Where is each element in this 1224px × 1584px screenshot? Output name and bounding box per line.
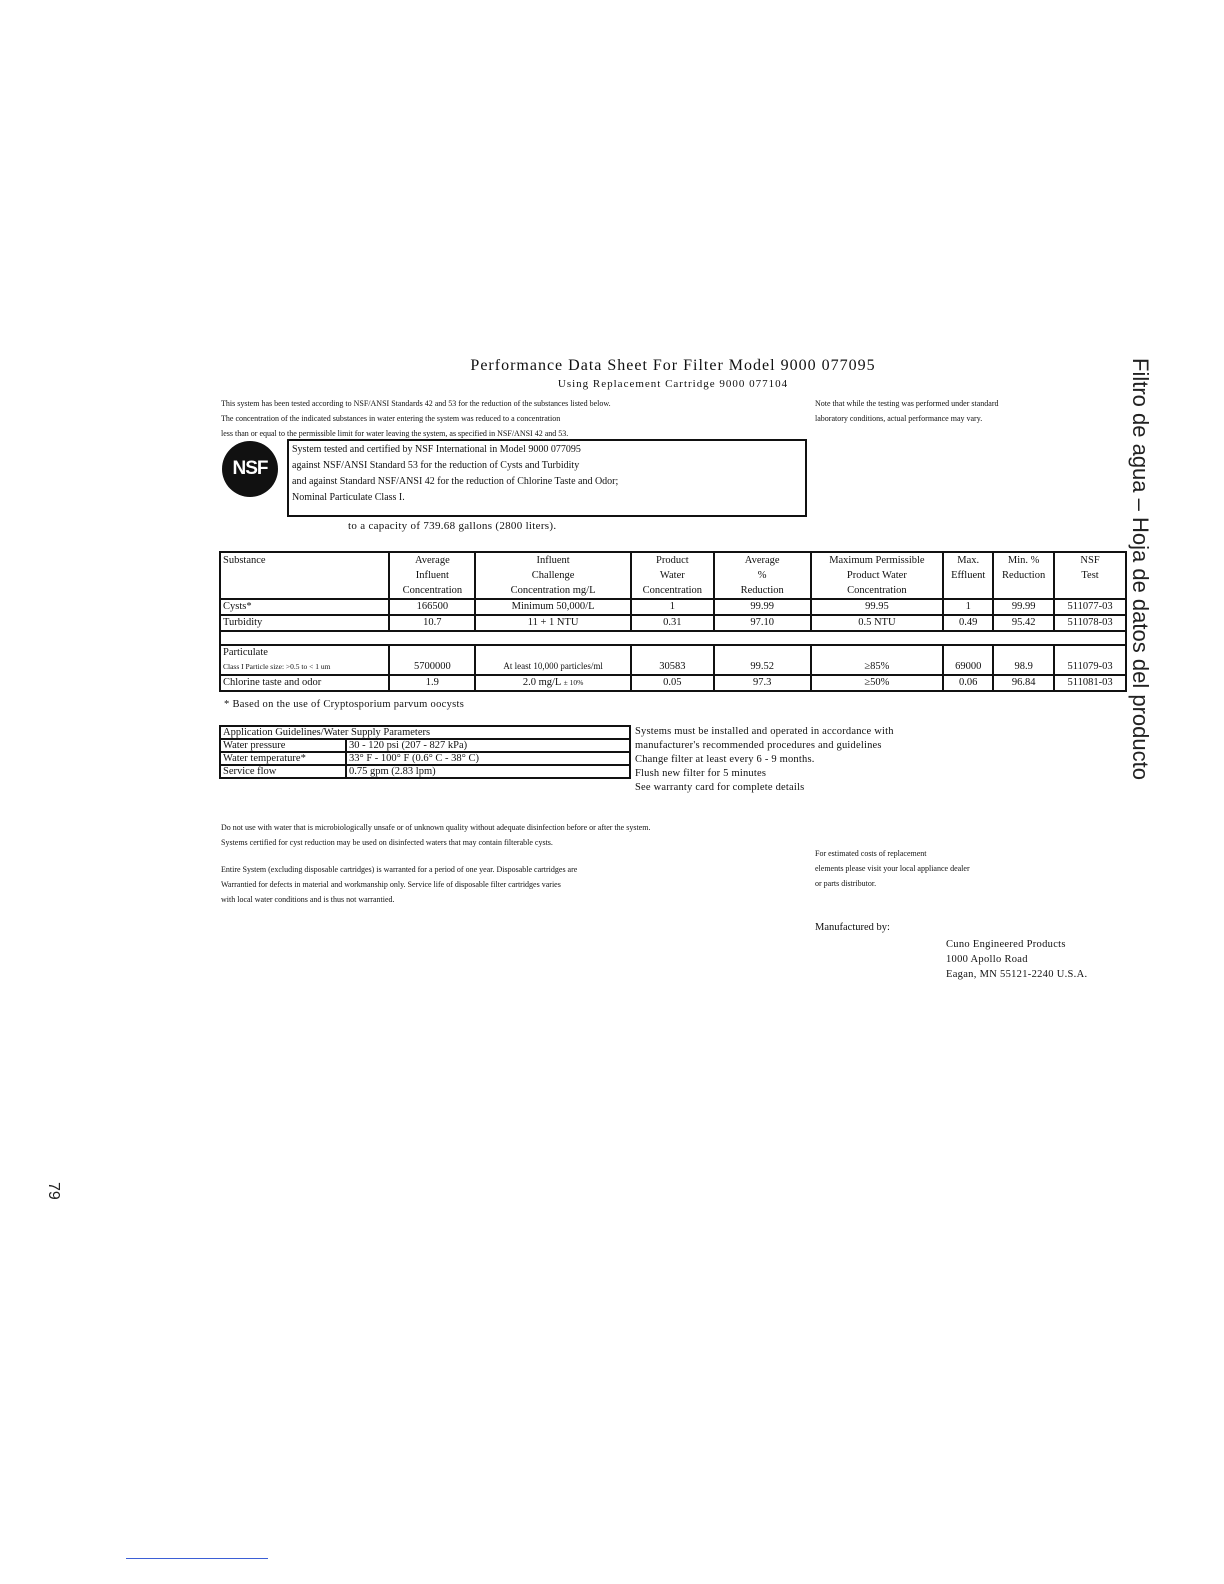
particulate-challenge: At least 10,000 particles/ml xyxy=(503,661,603,671)
cell-avg-reduction: 99.52 xyxy=(714,645,811,675)
footnote: * Based on the use of Cryptosporium parvum oocysts xyxy=(224,699,465,710)
cell-product: 1 xyxy=(631,599,714,615)
cell-avg-influent: 1.9 xyxy=(389,675,475,691)
warning-text xyxy=(221,820,801,850)
application-note: See warranty card for complete details xyxy=(635,782,805,793)
header-max-effluent: Max. Effluent xyxy=(943,552,993,599)
manufacturer-address xyxy=(946,937,1087,982)
cell-avg-reduction: 97.3 xyxy=(714,675,811,691)
table-row xyxy=(220,765,630,778)
particulate-label: Particulate xyxy=(223,647,268,658)
cell-max-permissible: 99.95 xyxy=(811,599,944,615)
nsf-logo: NSF xyxy=(222,441,278,497)
bottom-rule xyxy=(126,1558,268,1559)
application-label: Service flow xyxy=(220,765,346,778)
particulate-size-note: Class I Particle size: >0.5 to < 1 um xyxy=(223,662,331,671)
application-label: Water temperature* xyxy=(220,752,346,765)
intro-line: less than or equal to the permissible limit for water leaving the system, as specified in NSF/ANSI 42 and 53. xyxy=(221,429,569,438)
replacement-costs-text xyxy=(815,846,1065,891)
capacity-text: to a capacity of 739.68 gallons (2800 liters). xyxy=(348,520,557,532)
cell-min-reduction: 95.42 xyxy=(993,615,1054,631)
cell-nsf-test: 511078-03 xyxy=(1054,615,1126,631)
header-product: Product Water Concentration xyxy=(631,552,714,599)
address-line: 1000 Apollo Road xyxy=(946,954,1028,965)
address-line: Cuno Engineered Products xyxy=(946,939,1066,950)
certification-box xyxy=(287,439,807,517)
application-notes xyxy=(635,725,894,795)
chlorine-tolerance: ± 10% xyxy=(563,678,584,687)
cell-substance: Turbidity xyxy=(220,615,389,631)
warning-line: Systems certified for cyst reduction may be used on disinfected waters that may contain filterable cysts. xyxy=(221,838,553,847)
cell-min-reduction: 99.99 xyxy=(993,599,1054,615)
table-row xyxy=(220,752,630,765)
cell-max-permissible: ≥50% xyxy=(811,675,944,691)
table-row xyxy=(220,675,1126,691)
cell-min-reduction: 96.84 xyxy=(993,675,1054,691)
table-row xyxy=(220,645,1126,675)
header-avg-reduction: Average % Reduction xyxy=(714,552,811,599)
cell-avg-influent: 166500 xyxy=(389,599,475,615)
cell-challenge xyxy=(475,645,631,675)
intro-note-line: Note that while the testing was performed under standard xyxy=(815,399,999,408)
cell-max-permissible: 0.5 NTU xyxy=(811,615,944,631)
warranty-line: Entire System (excluding disposable cartridges) is warranted for a period of one year. Disposable cartridges are xyxy=(221,865,578,874)
spacer-cell xyxy=(220,631,1126,645)
application-note: Change filter at least every 6 - 9 months. xyxy=(635,754,815,765)
cell-nsf-test: 511077-03 xyxy=(1054,599,1126,615)
chlorine-challenge: 2.0 mg/L xyxy=(522,677,561,688)
cert-line: System tested and certified by NSF International in Model 9000 077095 xyxy=(292,444,581,455)
cell-challenge: Minimum 50,000/L xyxy=(475,599,631,615)
intro-note xyxy=(815,396,1115,426)
intro-line: This system has been tested according to NSF/ANSI Standards 42 and 53 for the reduction of the substances listed below. xyxy=(221,399,611,408)
application-label: Water pressure xyxy=(220,739,346,752)
cell-challenge xyxy=(475,675,631,691)
table-row xyxy=(220,599,1126,615)
address-line: Eagan, MN 55121-2240 U.S.A. xyxy=(946,969,1088,980)
cell-max-effluent: 69000 xyxy=(943,645,993,675)
application-value: 0.75 gpm (2.83 lpm) xyxy=(346,765,630,778)
cell-max-effluent: 0.06 xyxy=(943,675,993,691)
cell-substance: Cysts* xyxy=(220,599,389,615)
table-spacer-row xyxy=(220,631,1126,645)
costs-line: For estimated costs of replacement xyxy=(815,849,927,858)
cert-line: Nominal Particulate Class I. xyxy=(292,492,405,503)
header-avg-influent: Average Influent Concentration xyxy=(389,552,475,599)
table-row xyxy=(220,615,1126,631)
page-title: Performance Data Sheet For Filter Model 9000 077095 xyxy=(470,357,876,374)
warranty-text xyxy=(221,862,721,907)
cell-avg-reduction: 97.10 xyxy=(714,615,811,631)
warning-line: Do not use with water that is microbiologically unsafe or of unknown quality without adequate disinfection before or after the system. xyxy=(221,823,651,832)
application-header: Application Guidelines/Water Supply Parameters xyxy=(220,726,630,739)
cell-product: 30583 xyxy=(631,645,714,675)
cell-avg-influent: 5700000 xyxy=(389,645,475,675)
cell-max-permissible: ≥85% xyxy=(811,645,944,675)
application-note: manufacturer's recommended procedures and guidelines xyxy=(635,740,882,751)
application-table xyxy=(219,725,631,779)
cell-nsf-test: 511079-03 xyxy=(1054,645,1126,675)
header-challenge: Influent Challenge Concentration mg/L xyxy=(475,552,631,599)
cell-product: 0.31 xyxy=(631,615,714,631)
application-value: 33° F - 100° F (0.6° C - 38° C) xyxy=(346,752,630,765)
warranty-line: Warrantied for defects in material and workmanship only. Service life of disposable filter cartridges varies xyxy=(221,880,561,889)
page-number: 79 xyxy=(45,1182,62,1200)
application-value: 30 - 120 psi (207 - 827 kPa) xyxy=(346,739,630,752)
table-row xyxy=(220,739,630,752)
header-max-permissible: Maximum Permissible Product Water Concentration xyxy=(811,552,944,599)
intro-note-line: laboratory conditions, actual performance may vary. xyxy=(815,414,983,423)
page-subtitle: Using Replacement Cartridge 9000 077104 xyxy=(557,378,789,390)
intro-text xyxy=(221,396,801,441)
application-header-row xyxy=(220,726,630,739)
intro-line: The concentration of the indicated substances in water entering the system was reduced to a concentration xyxy=(221,414,561,423)
header-min-reduction: Min. % Reduction xyxy=(993,552,1054,599)
cell-substance xyxy=(220,645,389,675)
manufactured-by-label: Manufactured by: xyxy=(815,922,890,933)
header-substance: Substance xyxy=(220,552,389,599)
side-section-title: Filtro de agua – Hoja de datos del producto xyxy=(1128,358,1153,780)
cell-substance: Chlorine taste and odor xyxy=(220,675,389,691)
cell-max-effluent: 1 xyxy=(943,599,993,615)
cell-min-reduction: 98.9 xyxy=(993,645,1054,675)
cert-line: and against Standard NSF/ANSI 42 for the reduction of Chlorine Taste and Odor; xyxy=(292,476,619,487)
header-nsf-test: NSF Test xyxy=(1054,552,1126,599)
cell-avg-influent: 10.7 xyxy=(389,615,475,631)
cell-challenge: 11 + 1 NTU xyxy=(475,615,631,631)
costs-line: or parts distributor. xyxy=(815,879,877,888)
costs-line: elements please visit your local appliance dealer xyxy=(815,864,970,873)
cell-product: 0.05 xyxy=(631,675,714,691)
application-note: Flush new filter for 5 minutes xyxy=(635,768,767,779)
warranty-line: with local water conditions and is thus not warrantied. xyxy=(221,895,395,904)
cert-line: against NSF/ANSI Standard 53 for the reduction of Cysts and Turbidity xyxy=(292,460,580,471)
table-header-row xyxy=(220,552,1126,599)
cell-avg-reduction: 99.99 xyxy=(714,599,811,615)
cell-nsf-test: 511081-03 xyxy=(1054,675,1126,691)
application-note: Systems must be installed and operated in accordance with xyxy=(635,726,894,737)
performance-table xyxy=(219,551,1127,692)
cell-max-effluent: 0.49 xyxy=(943,615,993,631)
